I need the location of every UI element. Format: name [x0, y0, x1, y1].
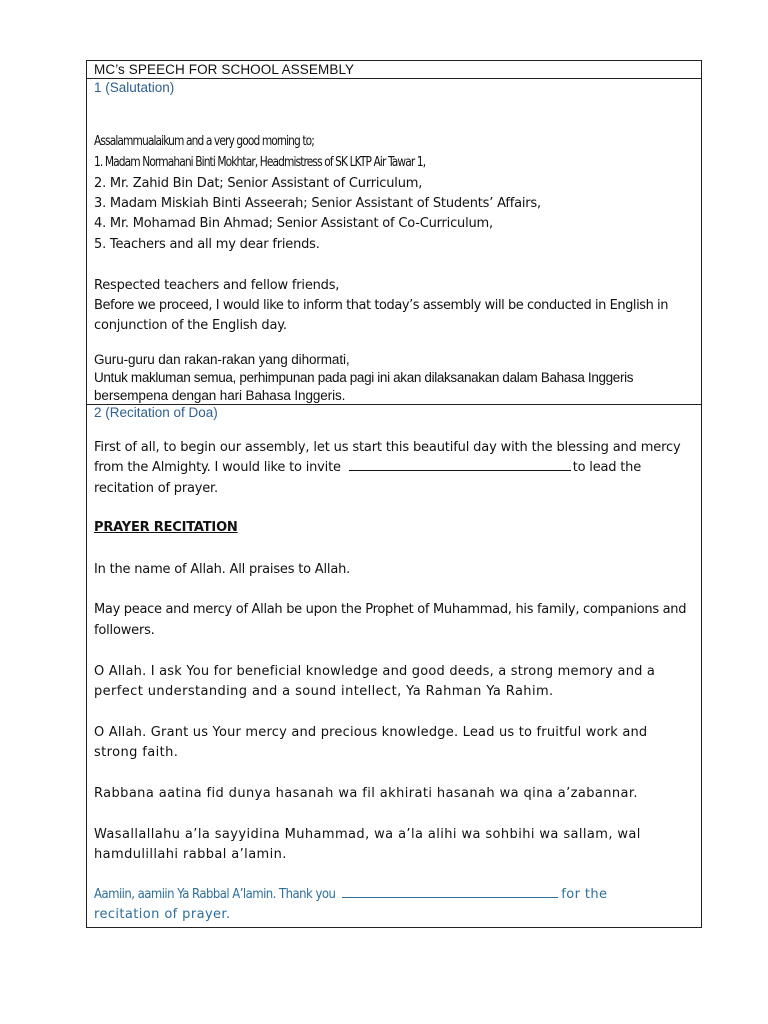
intro-line: recitation of prayer.	[94, 481, 218, 496]
invitee-name-blank[interactable]	[349, 460, 571, 471]
malay-line: Guru-guru dan rakan-rakan yang dihormati,	[94, 352, 350, 367]
speech-document-table	[86, 60, 702, 928]
closing-text-end: for the	[561, 887, 608, 902]
malay-line: Untuk makluman semua, perhimpunan pada pagi ini akan dilaksanakan dalam Bahasa Inggeris	[94, 370, 634, 385]
section-salutation	[87, 79, 701, 405]
list-item: 3. Madam Miskiah Binti Asseerah; Senior Assistant of Students’ Affairs,	[94, 196, 541, 211]
prayer-paragraph: Wasallallahu a’la sayyidina Muhammad, wa a’la alihi wa sohbihi wa sallam, wal	[94, 827, 641, 842]
prayer-paragraph: strong faith.	[94, 745, 179, 760]
list-item: 4. Mr. Mohamad Bin Ahmad; Senior Assistant of Co-Curriculum,	[94, 216, 493, 231]
prayer-paragraph: followers.	[94, 623, 155, 638]
prayer-paragraph: perfect understanding and a sound intellect, Ya Rahman Ya Rahim.	[94, 684, 554, 699]
section-recitation-of-doa	[87, 405, 701, 925]
reciter-name-blank[interactable]	[342, 887, 558, 898]
document-title: MC’s SPEECH FOR SCHOOL ASSEMBLY	[87, 61, 701, 79]
prayer-paragraph: O Allah. Grant us Your mercy and precious knowledge. Lead us to fruitful work and	[94, 725, 648, 740]
list-item: 5. Teachers and all my dear friends.	[94, 237, 320, 252]
closing-line: recitation of prayer.	[94, 907, 231, 922]
prayer-paragraph: O Allah. I ask You for beneficial knowledge and good deeds, a strong memory and a	[94, 664, 656, 679]
prayer-recitation-heading: PRAYER RECITATION	[94, 520, 238, 535]
list-item: 1. Madam Normahani Binti Mokhtar, Headmistress of SK LKTP Air Tawar 1,	[94, 155, 426, 170]
intro-text: from the Almighty. I would like to invite	[94, 460, 341, 475]
prayer-paragraph: Rabbana aatina fid dunya hasanah wa fil akhirati hasanah wa qina a’zabannar.	[94, 786, 638, 801]
prayer-paragraph: May peace and mercy of Allah be upon the Prophet of Muhammad, his family, companions and	[94, 602, 687, 617]
malay-line: bersempena dengan hari Bahasa Inggeris.	[94, 388, 346, 403]
respected-line: Respected teachers and fellow friends,	[94, 278, 340, 293]
prayer-paragraph: hamdulillahi rabbal a’lamin.	[94, 847, 287, 862]
prayer-paragraph: In the name of Allah. All praises to Allah.	[94, 562, 351, 577]
intro-text-end: to lead the	[572, 460, 641, 475]
list-item: 2. Mr. Zahid Bin Dat; Senior Assistant of Curriculum,	[94, 176, 423, 191]
intro-line: First of all, to begin our assembly, let us start this beautiful day with the blessing and mercy	[94, 440, 681, 455]
intro-line-with-blank	[94, 460, 641, 475]
inform-line: conjunction of the English day.	[94, 318, 287, 333]
closing-text: Aamiin, aamiin Ya Rabbal A’lamin. Thank you	[94, 887, 336, 902]
section-heading-recitation: 2 (Recitation of Doa)	[94, 405, 218, 420]
greeting-line: Assalammualaikum and a very good morning to;	[94, 134, 314, 149]
inform-line: Before we proceed, I would like to inform that today’s assembly will be conducted in English in	[94, 298, 669, 313]
closing-line-with-blank	[94, 887, 607, 902]
section-heading-salutation: 1 (Salutation)	[94, 80, 175, 95]
